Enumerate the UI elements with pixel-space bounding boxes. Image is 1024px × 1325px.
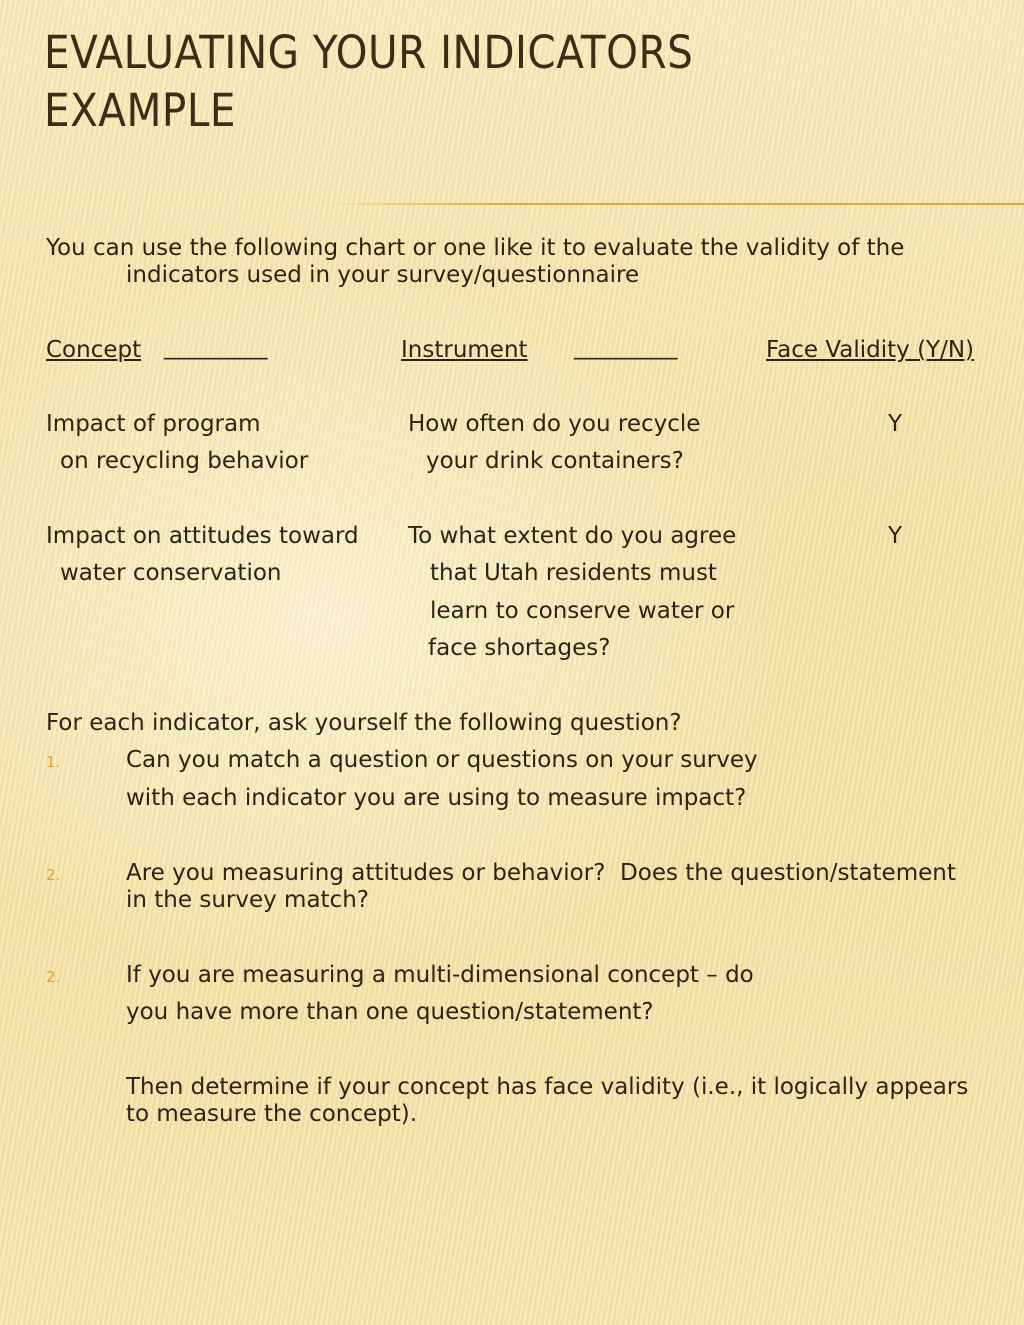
list-number-2: 2. bbox=[46, 866, 61, 884]
row2-instrument-line-2: that Utah residents must bbox=[430, 560, 717, 586]
question-1-line-2: with each indicator you are using to measure impact? bbox=[126, 785, 747, 811]
header-blank-2: _________ bbox=[574, 334, 678, 360]
list-number-3: 2. bbox=[46, 968, 61, 986]
question-3-line-2: you have more than one question/statement? bbox=[126, 999, 654, 1025]
page-title bbox=[44, 24, 693, 140]
row2-concept-line-2: water conservation bbox=[60, 560, 282, 586]
header-blank-1: _________ bbox=[164, 334, 268, 360]
row1-face-validity: Y bbox=[888, 411, 903, 437]
intro-line-1: You can use the following chart or one like it to evaluate the validity of the bbox=[46, 235, 905, 261]
question-3-line-1: If you are measuring a multi-dimensional concept – do bbox=[126, 962, 754, 988]
row2-concept-line-1: Impact on attitudes toward bbox=[46, 523, 359, 549]
row1-instrument-line-1: How often do you recycle bbox=[408, 411, 701, 437]
list-number-1: 1. bbox=[46, 753, 61, 771]
question-2-line-2: in the survey match? bbox=[126, 887, 369, 913]
row2-face-validity: Y bbox=[888, 523, 903, 549]
closing-line-2: to measure the concept). bbox=[126, 1101, 418, 1127]
questions-lead: For each indicator, ask yourself the following question? bbox=[46, 710, 682, 736]
header-instrument: Instrument bbox=[401, 337, 528, 363]
row2-instrument-line-3: learn to conserve water or bbox=[430, 598, 735, 624]
title-line-1: EVALUATING YOUR INDICATORS bbox=[44, 26, 694, 79]
closing-line-1: Then determine if your concept has face validity (i.e., it logically appears bbox=[126, 1074, 969, 1100]
row2-instrument-line-4: face shortages? bbox=[428, 635, 611, 661]
row2-instrument-line-1: To what extent do you agree bbox=[408, 523, 737, 549]
header-face-validity: Face Validity (Y/N) bbox=[766, 337, 975, 363]
question-2-line-1: Are you measuring attitudes or behavior? Does the question/statement bbox=[126, 860, 956, 886]
row1-concept-line-2: on recycling behavior bbox=[60, 448, 309, 474]
row1-concept-line-1: Impact of program bbox=[46, 411, 261, 437]
question-1-line-1: Can you match a question or questions on your survey bbox=[126, 747, 758, 773]
title-line-2: EXAMPLE bbox=[44, 84, 236, 137]
header-concept: Concept bbox=[46, 337, 142, 363]
title-divider bbox=[330, 203, 1024, 205]
row1-instrument-line-2: your drink containers? bbox=[426, 448, 684, 474]
intro-line-2: indicators used in your survey/questionnaire bbox=[126, 262, 640, 288]
